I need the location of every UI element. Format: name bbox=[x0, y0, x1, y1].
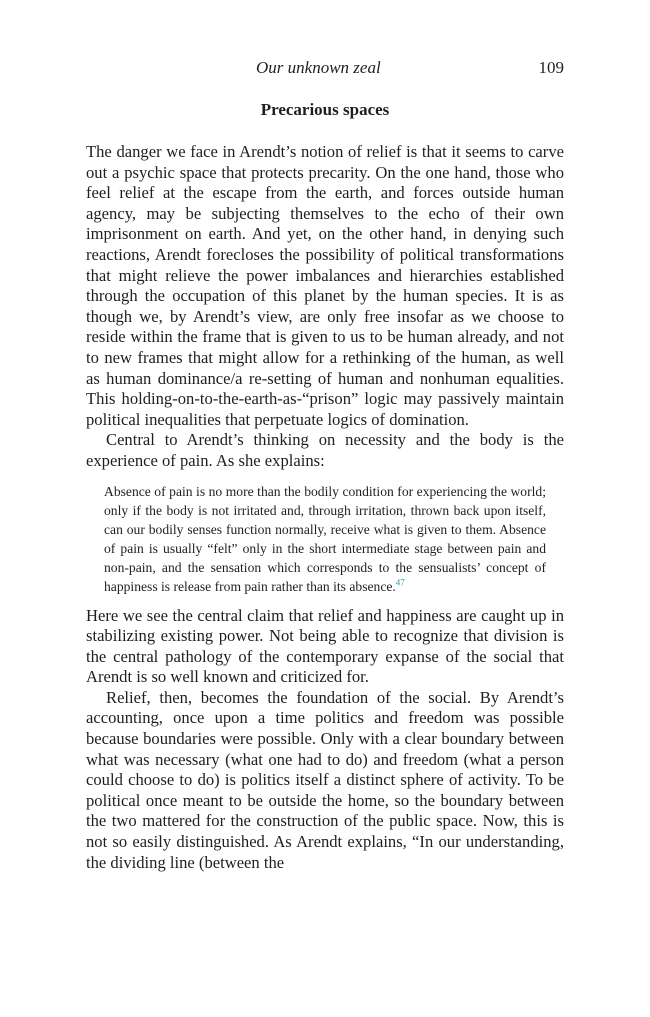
running-title: Our unknown zeal bbox=[256, 58, 381, 77]
block-quote bbox=[104, 482, 546, 596]
page-number: 109 bbox=[538, 58, 564, 77]
section-heading: Precarious spaces bbox=[260, 100, 390, 119]
running-head bbox=[86, 58, 564, 80]
footnote-reference[interactable]: 47 bbox=[395, 576, 405, 587]
body-text bbox=[86, 142, 564, 873]
block-quote-text: Absence of pain is no more than the bodily condition for experiencing the world; only if the body is not irritated and, through irritation, thrown back upon itself, can our bodily senses function normally, receive what is given to them. Absence of pain is usually “felt” only in the short intermediate stage between pain and non-pain, and the sensation which corresponds to the sensualists’ concept of happiness is release from pain rather than its absence. bbox=[104, 483, 546, 594]
paragraph-2: Central to Arendt’s thinking on necessity and the body is the experience of pain. As she explains: bbox=[86, 430, 564, 470]
paragraph-4: Relief, then, becomes the foundation of the social. By Arendt’s accounting, once upon a time politics and freedom was possible because boundaries were possible. Only with a clear boundary between what was necessary (what one had to do) and freedom (what a person could choose to do) is politics itself a distinct sphere of activity. To be political once meant to be outside the home, so the boundary between the two mattered for the construction of the public space. Now, this is not so easily distinguished. As Arendt explains, “In our understanding, the dividing line (between the bbox=[86, 687, 564, 872]
paragraph-1: The danger we face in Arendt’s notion of relief is that it seems to carve out a psychic space that protects precarity. On the one hand, those who feel relief at the escape from the earth, and forces outside human agency, may be subjecting themselves to the echo of their own imprisonment on earth. And yet, on the other hand, in denying such reactions, Arendt forecloses the possibility of political transformations that might relieve the power imbalances and hierarchies established through the occupation of this planet by the human species. It is as though we, by Arendt’s view, are only free insofar as we choose to reside within the frame that is given to us to be human already, and not to new frames that might allow for a rethinking of the human, as well as human dominance/a re-setting of human and nonhuman equalities. This holding-on-to-the-earth-as-“prison” logic may passively maintain political inequalities that perpetuate logics of domination. bbox=[86, 142, 564, 429]
paragraph-3: Here we see the central claim that relief and happiness are caught up in stabilizing existing power. Not being able to recognize that division is the central pathology of the contemporary expanse of the social that Arendt is so well known and criticized for. bbox=[86, 605, 564, 687]
